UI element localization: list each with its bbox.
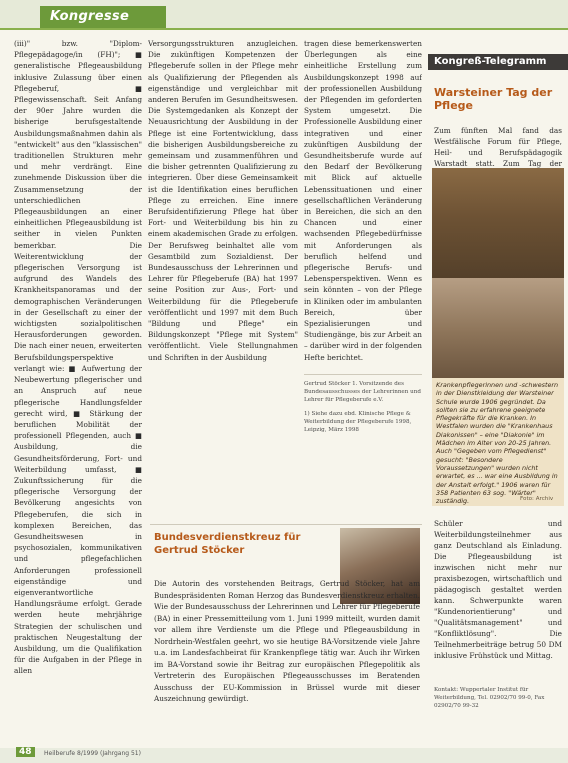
photo-credit: Foto: Archiv — [520, 496, 554, 502]
article-text-3: tragen diese bemerkenswerten Überlegungen als eine einheitliche Erstellung zum Ausbildungskonzept 1998 auf der professionellen Ausbildung der Pflegenden im geforderten System umgesetzt. Die Professionelle Ausbildung einer integrativen und einer zukünftigen Ausbildung der Gesundheitsberufe wurde auf den Bedarf der Bevölkerung mit Blick auf aktuelle Lebenssituationen und einer gesellschaftlichen Veränderung in Bereichen, die sich an den Chancen und einer wachsenden Pflegebedürfnisse mit Anforderungen als beruflich helfend und pflegerische Berufs- und Lebensperspektiven. Wenn es sein könnten – von der Pflege in Kliniken oder im ambulanten Bereich, über Spezialisierungen und Studiengänge, bis zur Arbeit an – darüber wird in der folgenden Hefte berichtet. — [304, 39, 422, 362]
author-footnote: Gertrud Stöcker 1. Vorsitzende des Bundesausschusses der Lehrerinnen und Lehrer für Pflegeberufe e.V. — [304, 381, 421, 403]
reference-footnote: 1) Siehe dazu ebd. Klinische Pflege & Weiterbildung der Pflegeberufe 1998, Leipzig, März 1998 — [304, 411, 412, 433]
article-column-1 — [14, 38, 142, 738]
award-headline: Bundesverdienstkreuz für Gertrud Stöcker — [154, 532, 301, 556]
award-rule — [150, 524, 422, 525]
footer-text: Heilberufe 8/1999 (Jahrgang 51) — [44, 750, 141, 757]
article-text-2: Versorgungsstrukturen anzugleichen. Die zukünftigen Kompetenzen der Pflegeberufe sollen in der Pflege mehr als Qualifizierung der Pflegenden als eigenständige und vergleichbar mit anderen Berufen im Gesundheitswesen. Die Systemgedanken als Konzept der Neuausrichtung der Ausbildung in der Pflege ist eine Fortentwicklung, dass die bisherigen Ausbildungsbereiche zu gemeinsam und zusammenführen und die bisher getrennten Qualifizierung zu integrieren. Über diese Gemeinsamkeit ist die Identifikation eines beruflichen Pflege zu erreichen. Eine innere Berufsidentifizierung Pflege hat über Fort- und Weiterbildung bis hin zu einem akademischen Grade zu erfolgen. Der Berufsweg beinhaltet alle vom Gesamtbild zum Sozialdienst. Der Bundesausschuss der Lehrerinnen und Lehrer für Pflegeberufe (BA) hat 1997 seine Position zur Aus-, Fort- und Weiterbildung für die Pflegeberufe veröffentlicht und 1997 mit dem Buch "Bildung und Pflege" ein Bildungskonzept "Pflege mit System" veröffentlicht. Viele Stellungnahmen und Schriften in der Ausbildung — [148, 39, 298, 362]
section-title: Kongresse — [50, 9, 130, 24]
footnotes — [304, 380, 422, 440]
historic-group-photo — [432, 168, 564, 278]
telegram-footnote: Kontakt: Wuppertaler Institut für Weiterbildung, Tel. 02902/70 99-0, Fax 02902/70 99-32 — [434, 687, 545, 709]
photo-caption: Krankenpflegerinnen und -schwestern in der Dienstkleidung der Warsteiner Schule wurde 1906 gegründet. Da sollten sie zu erfahrene geeignete Pflegekräfte für die Kranken. In Westfalen wurden die "Krankenhaus Diakonissen" – eine "Diakonie" im Mädchen im Alter von 20-25 Jahren. Auch "Gegeben vom Pflegedienst" gesucht: "Besondere Voraussetzungen" wurden nicht erwartet, es ... war eine Ausbildung in der Anstalt erfolgt." 1906 waren für 358 Patienten 63 sog. "Wärter" zuständig. — [436, 381, 559, 506]
footnote-rule — [304, 374, 422, 375]
award-text: Die Autorin des vorstehenden Beitrags, Gertrud Stöcker, hat am Bundespräsidenten Roman Herzog das Bundesverdienstkreuz erhalten. Wie der Bundesausschuss der Lehrerinnen und Lehrer für Pflegeberufe (BA) in einer Pressemitteilung vom 1. Juni 1999 mitteilt, wurden damit vor allem ihre Verdienste um die Pflege und Pflegeausbildung in Nordrhein-Westfalen geehrt, wo sie heutige BA-Vorsitzende viele Jahre u.a. im Landesfachbeirat für Krankenpflege tätig war. Auch ihr Wirken im BA-Vorstand sowie ihr Beitrag zur europäischen Pflegepolitik als Vertreterin des Europäischen Pflegeausschusses im Beratenden Ausschuss der EU-Kommission in Brüssel wurde mit dieser Auszeichnung gewürdigt. — [154, 579, 420, 703]
telegram-intro: Zum fünften Mal fand das Westfälische Forum für Pflege, Heil- und Berufspädagogik Warstadt statt. Zum Tag der — [434, 126, 562, 168]
page-number: 48 — [16, 747, 35, 757]
article-column-3 — [304, 38, 422, 368]
historic-nurses-photo — [432, 278, 564, 378]
telegram-headline: Warsteiner Tag der Pflege — [434, 86, 553, 112]
header-rule — [0, 28, 568, 30]
article-column-2 — [148, 38, 298, 558]
article-text-1: (iii)" bzw. "Diplom-Pflegepädagoge/in (FH)"; ■ generalistische Pflegeausbildung inklusive Zulassung über einen Pflegeberuf, ■ Pflegewissenschaft. Seit Anfang der 90er Jahre wurden die bisherige berufsgestaltende Ausbildungsmaßnahmen dahin als "entwickelt" aus den "klassischen" traditionellen Strukturen mehr und mehr verdrängt. Eine zunehmende Diskussion über die Zusammensetzung der unterschiedlichen Pflegeausbildungen an einer einheitlichen Pflegeausbildung ist seither in vielen Punkten bemerkbar. Die Weiterentwicklung der pflegerischen Versorgung ist aufgrund des Wandels des Krankheitspanoramas und der demographischen Veränderungen in der Gesellschaft zu einer der wichtigsten sozialpolitischen Herausforderungen geworden. Die nach einer neuen, erweiterten Berufsbildungsperspektive verlangt wie: ■ Aufwertung der Neubewertung pflegerischer und an Anspruch auf neue pflegerische Handlungsfelder gerecht wird, ■ Stärkung der beruflichen Mobilität der professionell Pflegenden, auch ■ Ausbildung, die Gesundheitsförderung, Fort- und Weiterbildung umfasst, ■ Zukunftssicherung für die pflegerische Versorgung der Bevölkerung angesichts von Pflegeberufen, die sich in komplexen Bereichen, das Gesundheitswesen in psychosozialen, kommunikativen und pflegefachlichen Anforderungen professionell eigenständige und eigenverantwortliche Handlungsräume erfolgt. Gerade werden heute mehrjährige Strategien der schulischen und praktischen Neugestaltung der Ausbildung, um die Qualifikation für die Aufgaben in der Pflege in allen — [14, 39, 142, 676]
telegram-title: Kongreß-Telegramm — [434, 56, 547, 67]
telegram-body: Schüler und Weiterbildungsteilnehmer aus ganz Deutschland als Einladung. Die Pflegeausbildung ist inzwischen nicht mehr nur praxisbezogen, wirtschaftlich und pädagogisch gestaltet werden kann. Schwerpunkte waren "Kundenorientierung" und "Qualitätsmanagement" und "Konfliktlösung". Die Teilnehmerbeiträge betrug 50 DM inklusive Frühstück und Mittag. — [434, 519, 562, 660]
